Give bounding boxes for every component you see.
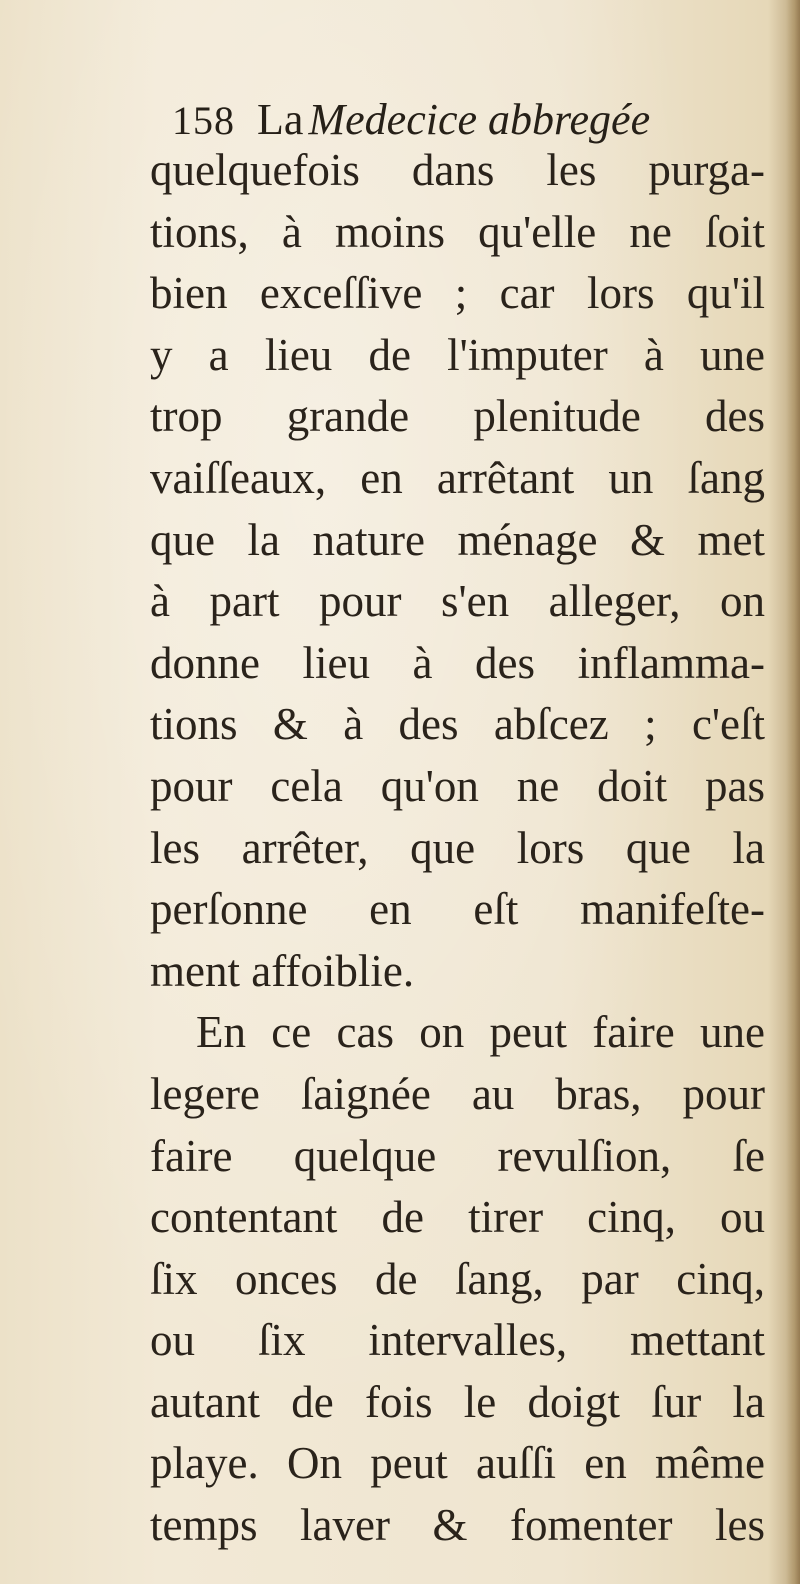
running-title-italic: Medecice abbregée <box>308 95 651 144</box>
text-line: temps laver & fomenter les <box>150 1500 765 1551</box>
paragraph-start-line: En ce cas on peut faire une <box>196 1007 765 1058</box>
text-line: trop grande plenitude des <box>150 391 765 442</box>
text-line: autant de fois le doigt ſur la <box>150 1376 765 1427</box>
text-line: ou ſix intervalles, mettant <box>150 1315 765 1366</box>
text-line: faire quelque revulſion, ſe <box>150 1130 765 1181</box>
page-edge-shadow <box>786 0 800 1584</box>
text-line: à part pour s'en alleger, on <box>150 576 765 627</box>
text-line: donne lieu à des inflamma- <box>150 637 765 688</box>
running-title-roman: La <box>257 95 304 144</box>
text-line: ment affoiblie. <box>150 945 415 996</box>
text-line: tions & à des abſcez ; c'eſt <box>150 699 765 750</box>
text-line: quelquefois dans les purga- <box>150 145 765 195</box>
text-line: tions, à moins qu'elle ne ſoit <box>150 206 765 257</box>
text-line: bien exceſſive ; car lors qu'il <box>150 268 765 319</box>
text-line: legere ſaignée au bras, pour <box>150 1068 765 1119</box>
text-line: ſix onces de ſang, par cinq, <box>150 1253 765 1304</box>
text-line: que la nature ménage & met <box>150 514 765 565</box>
text-line: perſonne en eſt manifeſte- <box>150 884 765 935</box>
text-line: les arrêter, que lors que la <box>150 822 765 873</box>
text-line: vaiſſeaux, en arrêtant un ſang <box>150 452 765 503</box>
text-line: y a lieu de l'imputer à une <box>150 329 765 380</box>
text-line: playe. On peut auſſi en même <box>150 1438 765 1489</box>
page-number: 158 <box>172 98 235 143</box>
body-text <box>150 140 765 1557</box>
text-line: pour cela qu'on ne doit pas <box>150 760 765 811</box>
text-line: contentant de tirer cinq, ou <box>150 1192 765 1243</box>
